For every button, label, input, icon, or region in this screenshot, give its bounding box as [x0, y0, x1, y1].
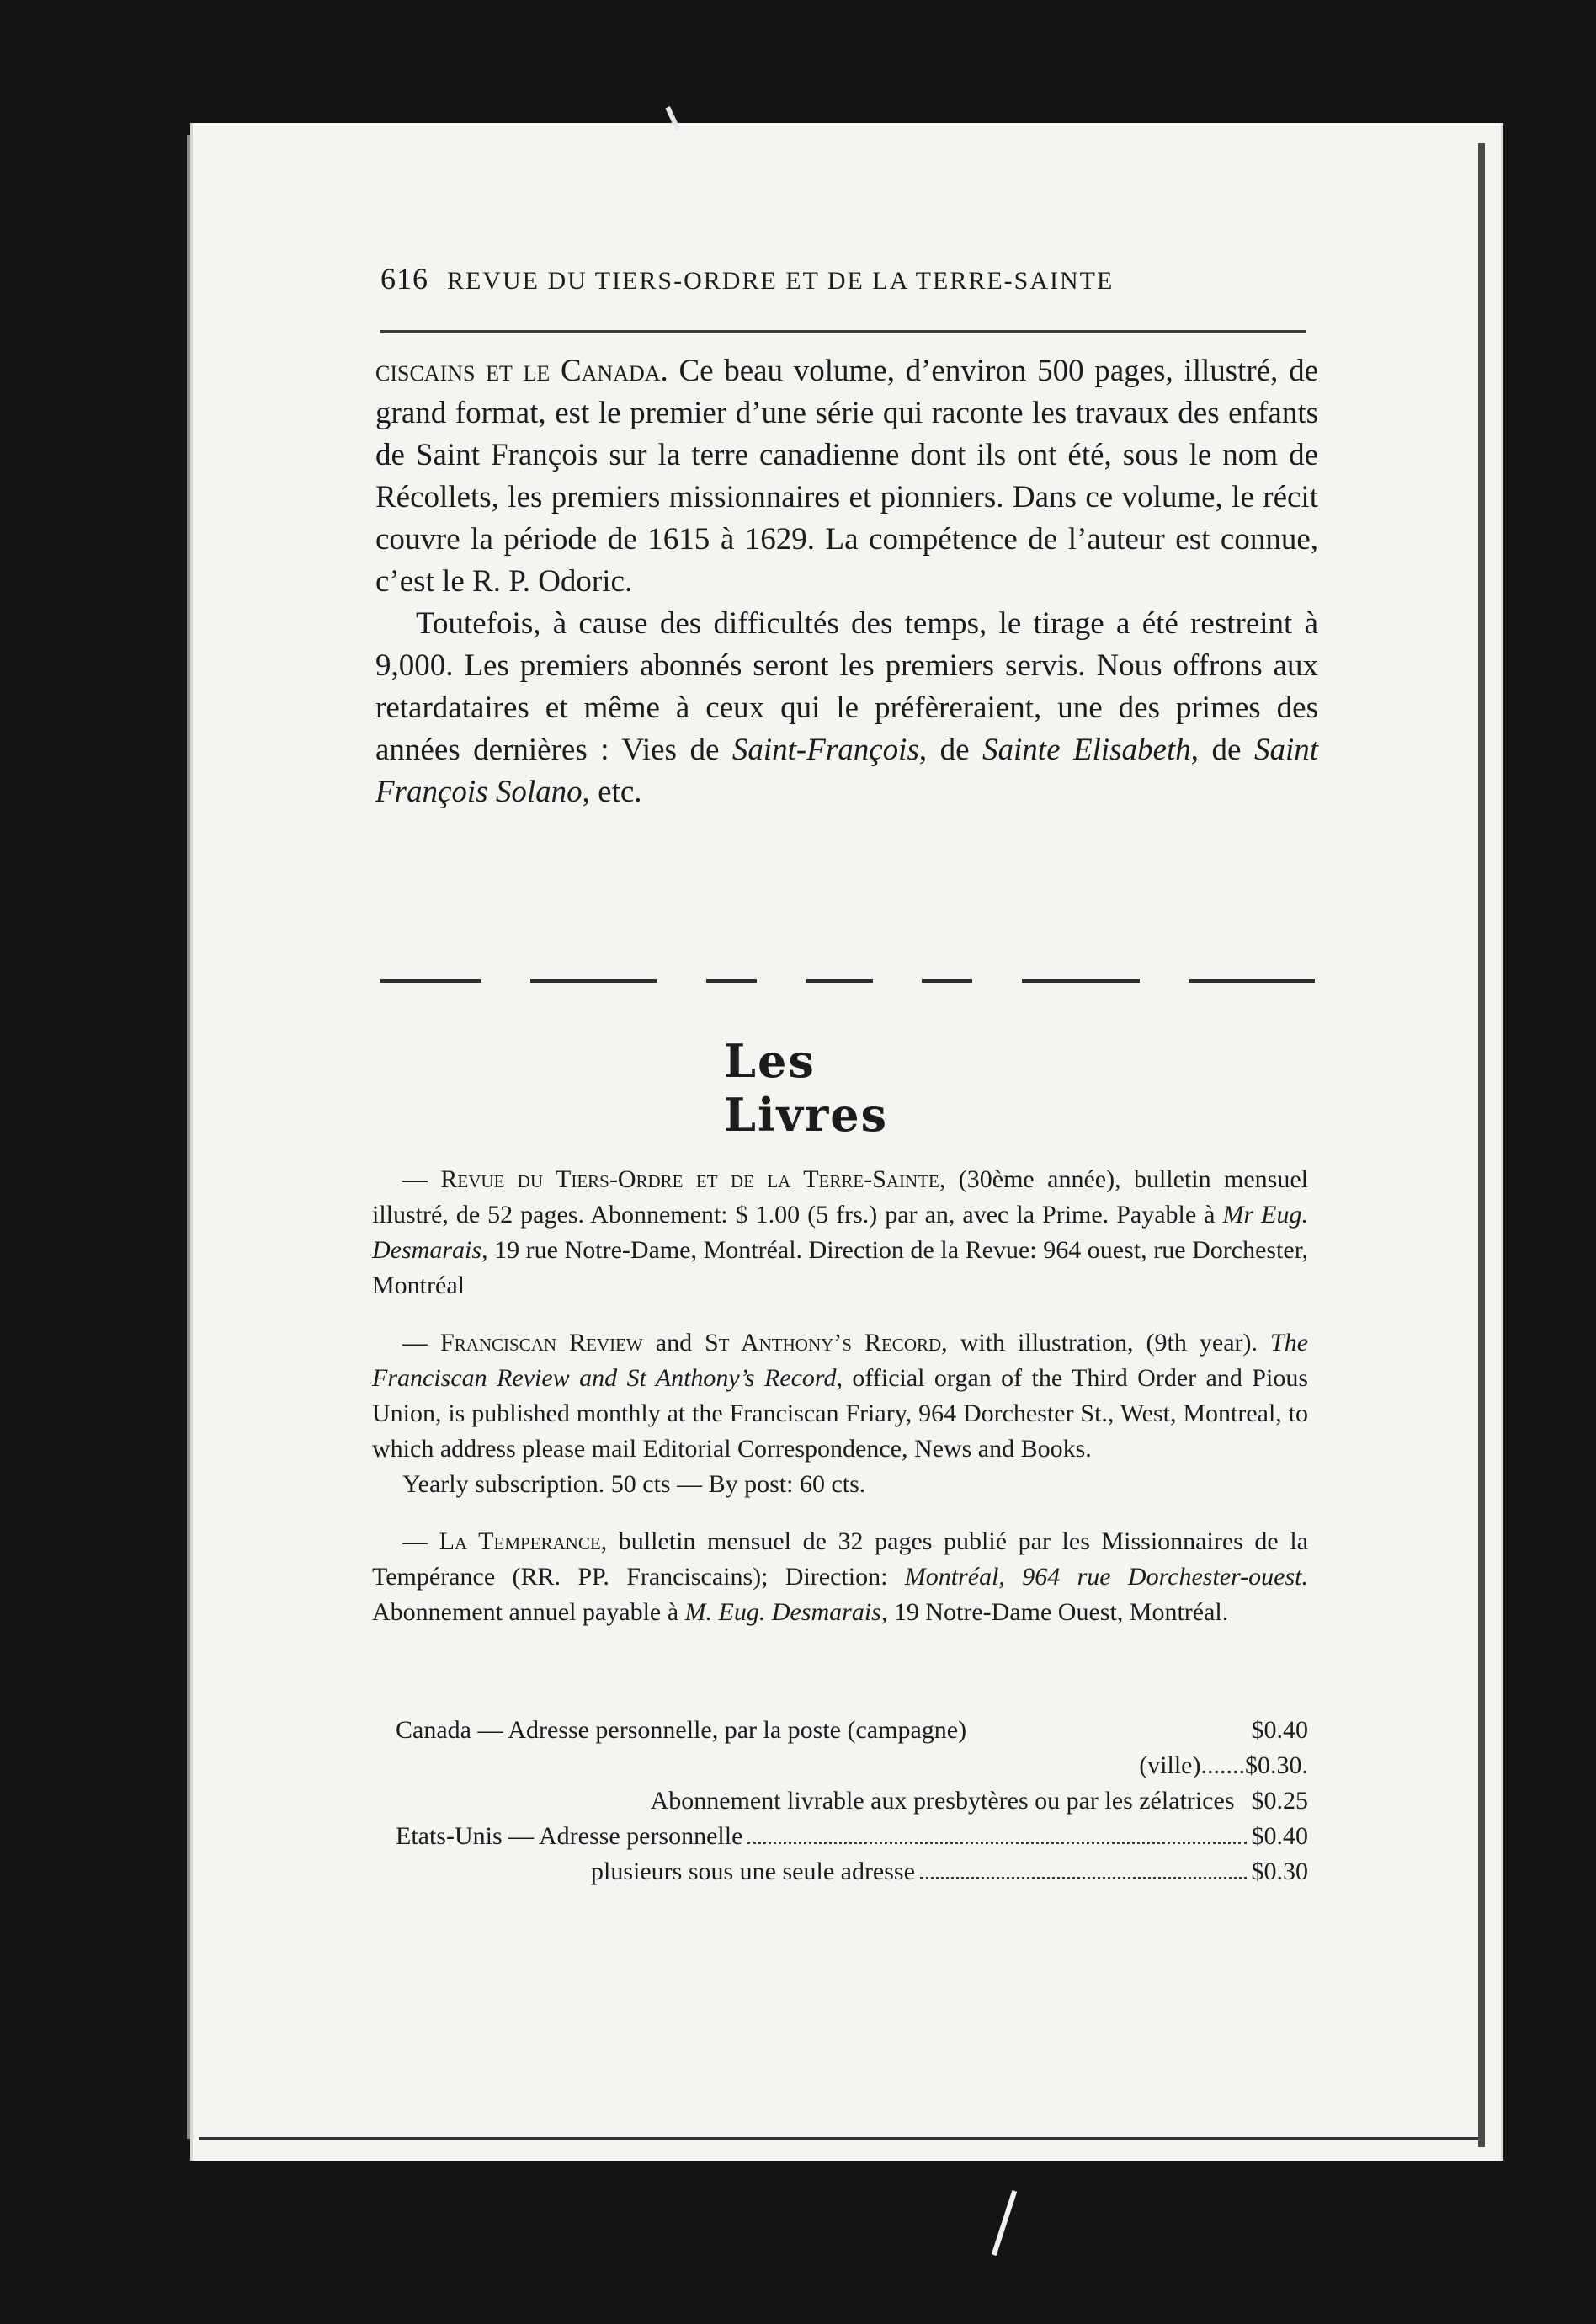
price-row: [372, 1783, 1308, 1819]
price-label: (ville).......: [1139, 1751, 1245, 1779]
paragraph-2-text: Toutefois, à cause des difficultés des temps, le tirage a été restreint à 9,000. Les premiers abonnés seront les premiers servis. Nous offrons aux retardataires et même à ceux qui le préfèreraient, une des primes des années dernières : Vies de: [375, 606, 1318, 767]
ornament-segment: [1189, 979, 1315, 983]
entry-2-title: Franciscan Review: [440, 1329, 643, 1357]
entry-1-italic: Mr Eug. Desmarais,: [372, 1201, 1308, 1264]
dash: —: [402, 1329, 441, 1357]
book-entry-1: [372, 1162, 1308, 1303]
entry-2-subscription: Yearly subscription. 50 cts — By post: 60 cts.: [402, 1470, 866, 1498]
entry-3-text: bulletin mensuel de 32 pages publié par les Missionnaires de la Tempérance (RR. PP. Franciscains); Direction:: [372, 1527, 1308, 1591]
paragraph-2-end: , etc.: [582, 775, 642, 809]
price-value: $0.40: [1251, 1716, 1308, 1744]
entry-1-title: Revue du Tiers-Ordre et de la Terre-Sainte,: [440, 1165, 946, 1193]
page-bottom-line: [199, 2137, 1478, 2140]
book-entry-2: [372, 1325, 1308, 1467]
page-right-edge: [1478, 143, 1485, 2147]
entry-3-text-end: 19 Notre-Dame Ouest, Montréal.: [887, 1598, 1229, 1626]
ornament-segment: [922, 979, 972, 983]
entry-2-text-end: official organ of the Third Order and Pious Union, is published monthly at the Franciscan Friary, 964 Dorchester St., West, Montreal, to which address please mail Editorial Correspondence, News and Books.: [372, 1364, 1308, 1463]
separator: , de: [918, 733, 983, 767]
running-header: [380, 261, 1306, 303]
price-row: [372, 1854, 1308, 1890]
running-title: REVUE DU TIERS-ORDRE ET DE LA TERRE-SAINTE: [447, 267, 1115, 295]
entry-2-text: with illustration, (9th year).: [947, 1329, 1271, 1357]
italic-title-3: Saint François Solano: [375, 733, 1318, 809]
page-number: 616: [380, 262, 428, 296]
dash: —: [402, 1165, 441, 1193]
price-list: [372, 1713, 1308, 1890]
price-value: $0.30: [1251, 1858, 1308, 1885]
price-label: Etats-Unis — Adresse personnelle: [396, 1822, 743, 1850]
ornament-segment: [380, 979, 481, 983]
price-label: Canada — Adresse personnelle, par la poste (campagne): [396, 1716, 967, 1744]
price-row: [372, 1713, 1308, 1748]
entry-3-text-mid: Abonnement annuel payable à: [372, 1598, 685, 1626]
section-title: Les Livres: [724, 1034, 889, 1142]
entry-3-italic: Montréal, 964 rue Dorchester-ouest.: [904, 1563, 1309, 1591]
book-entry-3: [372, 1524, 1308, 1630]
body-text: [375, 350, 1318, 813]
entry-2-title-2: St Anthony’s Record,: [705, 1329, 948, 1357]
books-list: [372, 1162, 1308, 1630]
paragraph-1-text: Ce beau volume, d’environ 500 pages, illustré, de grand format, est le premier d’une série qui raconte les travaux des enfants de Saint François sur la terre canadienne dont ils ont été, sous le nom de Récollets, les premiers missionnaires et pionniers. Dans ce volume, le récit couvre la période de 1615 à 1629. La compétence de l’auteur est connue, c’est le R. P. Odoric.: [375, 354, 1319, 599]
italic-title-1: Saint-François: [732, 733, 919, 767]
price-value: $0.25: [1251, 1787, 1308, 1815]
ornament-segment: [806, 979, 873, 983]
entry-3-title: La Temperance,: [439, 1527, 608, 1555]
ornamental-divider: [380, 968, 1315, 994]
header-rule: [380, 330, 1306, 333]
dash: —: [402, 1527, 439, 1555]
price-value: $0.30.: [1245, 1751, 1308, 1779]
price-label: Abonnement livrable aux presbytères ou par les zélatrices: [650, 1787, 1235, 1815]
separator: , de: [1190, 733, 1254, 767]
italic-title-2: Sainte Elisabeth: [982, 733, 1191, 767]
scan-artifact-bottom: [992, 2190, 1017, 2256]
price-row: [372, 1819, 1308, 1854]
price-value: $0.40: [1251, 1822, 1308, 1850]
leader-dots: [747, 1819, 1246, 1844]
entry-2-italic: The Franciscan Review and St Anthony’s Record,: [372, 1329, 1309, 1392]
entry-1-text-end: 19 rue Notre-Dame, Montréal. Direction de la Revue: 964 ouest, rue Dorchester, Montréal: [372, 1236, 1308, 1299]
entry-3-italic-2: M. Eug. Desmarais,: [684, 1598, 888, 1626]
ornament-segment: [530, 979, 657, 983]
entry-2-and: and: [642, 1329, 705, 1357]
small-caps-lead: ciscains et le Canada.: [375, 354, 668, 388]
paragraph-1: [375, 350, 1318, 603]
paragraph-2: [375, 603, 1318, 813]
leader-dots: [920, 1854, 1247, 1879]
entry-1-text: (30ème année), bulletin mensuel illustré, de 52 pages. Abonnement: $ 1.00 (5 frs.) par an, avec la Prime. Payable à: [372, 1165, 1308, 1229]
price-label: plusieurs sous une seule adresse: [591, 1858, 915, 1885]
ornament-segment: [706, 979, 757, 983]
price-row: [372, 1748, 1308, 1783]
ornament-segment: [1022, 979, 1140, 983]
